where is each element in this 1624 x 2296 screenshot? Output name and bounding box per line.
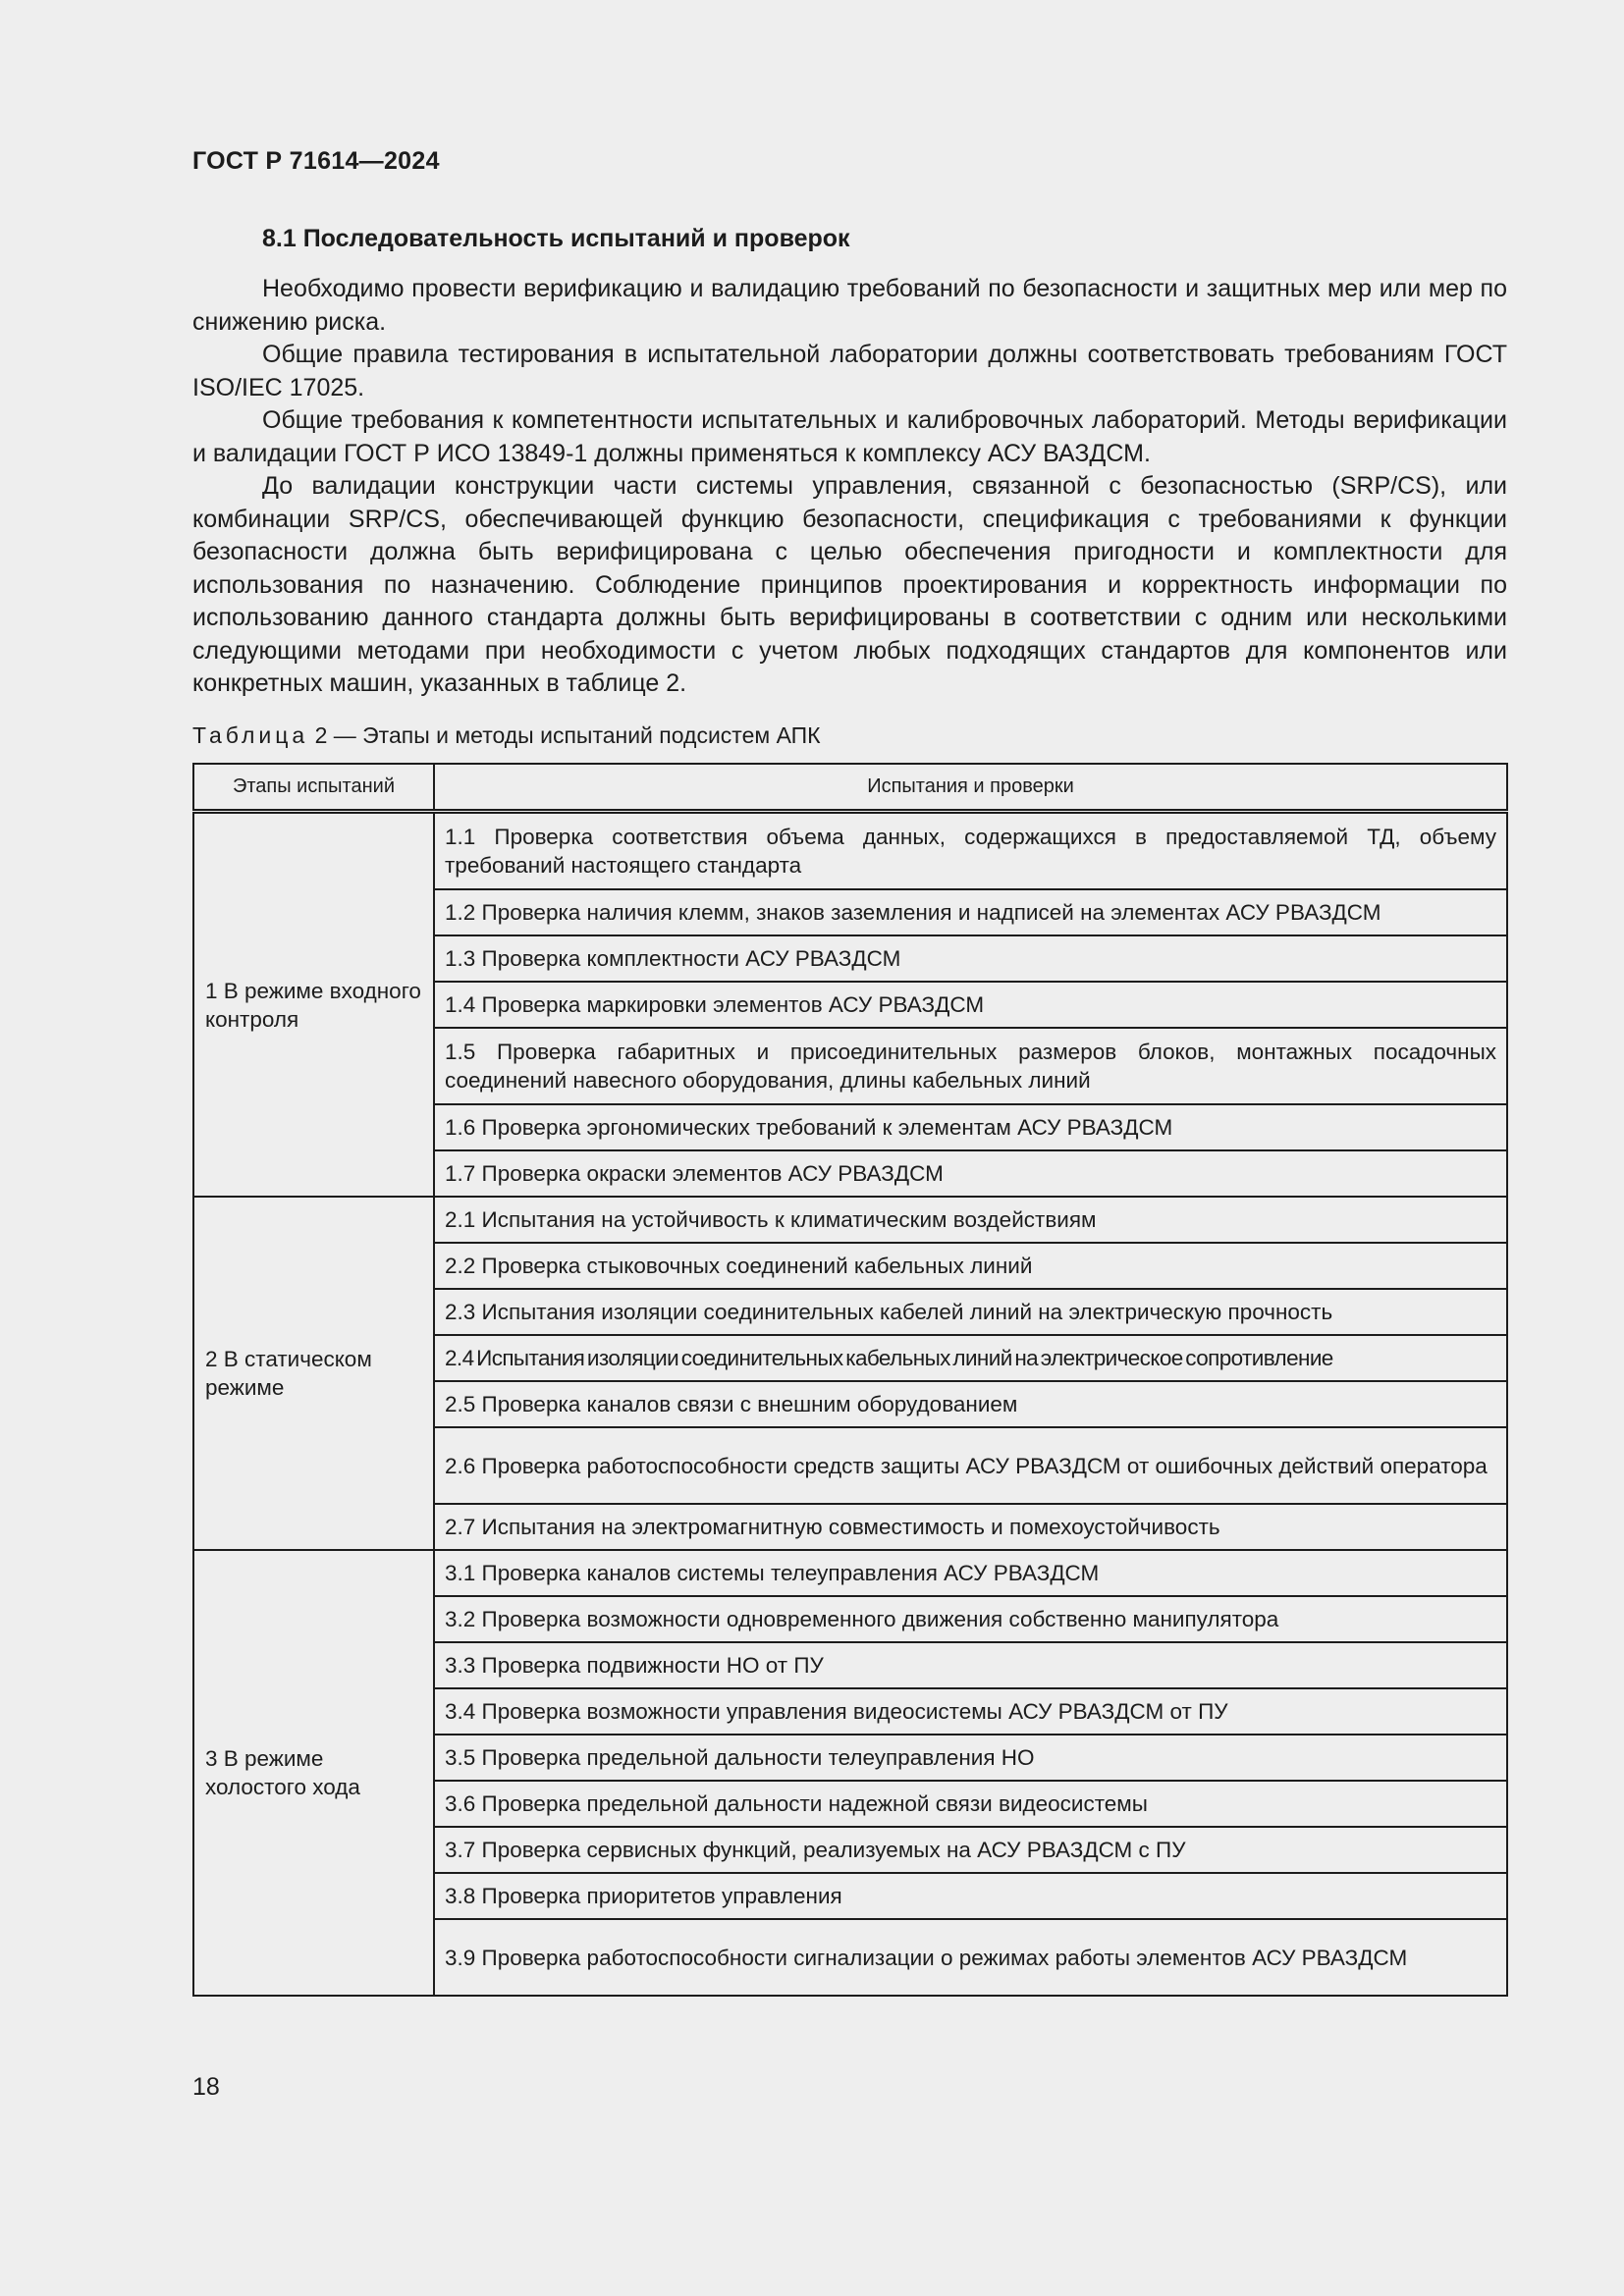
check-cell: 1.1 Проверка соответствия объема данных, содержащихся в предоставляемой ТД, объему требований настоящего стандарта xyxy=(434,812,1507,890)
check-cell: 1.2 Проверка наличия клемм, знаков заземления и надписей на элементах АСУ РВАЗДСМ xyxy=(434,889,1507,935)
stage-cell: 2 В статическом режиме xyxy=(193,1197,434,1550)
table-caption-label: Таблица xyxy=(192,722,309,748)
column-header-stages: Этапы испытаний xyxy=(193,764,434,812)
check-cell: 3.3 Проверка подвижности НО от ПУ xyxy=(434,1642,1507,1688)
paragraph: Общие требования к компетентности испытательных и калибровочных лабораторий. Методы верификации и валидации ГОСТ Р ИСО 13849-1 должны применяться к комплексу АСУ ВАЗДСМ. xyxy=(192,406,1507,467)
column-header-checks: Испытания и проверки xyxy=(434,764,1507,812)
body-text xyxy=(192,273,1507,701)
check-cell: 3.2 Проверка возможности одновременного движения собственно манипулятора xyxy=(434,1596,1507,1642)
document-header: ГОСТ Р 71614—2024 xyxy=(192,147,440,175)
table-header-row xyxy=(193,764,1507,812)
check-cell: 1.5 Проверка габаритных и присоединительных размеров блоков, монтажных посадочных соединений навесного оборудования, длины кабельных линий xyxy=(434,1028,1507,1104)
tests-table xyxy=(192,763,1508,1997)
check-cell: 2.6 Проверка работоспособности средств защиты АСУ РВАЗДСМ от ошибочных действий оператора xyxy=(434,1427,1507,1504)
check-cell: 3.6 Проверка предельной дальности надежной связи видеосистемы xyxy=(434,1781,1507,1827)
stage-cell: 1 В режиме входного контроля xyxy=(193,812,434,1198)
check-cell: 1.6 Проверка эргономических требований к элементам АСУ РВАЗДСМ xyxy=(434,1104,1507,1150)
check-cell: 3.1 Проверка каналов системы телеуправления АСУ РВАЗДСМ xyxy=(434,1550,1507,1596)
check-cell: 3.8 Проверка приоритетов управления xyxy=(434,1873,1507,1919)
section-title: 8.1 Последовательность испытаний и проверок xyxy=(262,225,850,252)
check-cell: 2.5 Проверка каналов связи с внешним оборудованием xyxy=(434,1381,1507,1427)
table-caption xyxy=(192,722,821,749)
check-cell: 1.7 Проверка окраски элементов АСУ РВАЗДСМ xyxy=(434,1150,1507,1197)
table-row xyxy=(193,1197,1507,1243)
check-cell: 2.2 Проверка стыковочных соединений кабельных линий xyxy=(434,1243,1507,1289)
table-row xyxy=(193,1550,1507,1596)
table-caption-text: 2 — Этапы и методы испытаний подсистем АПК xyxy=(308,722,821,748)
check-cell: 2.3 Испытания изоляции соединительных кабелей линий на электрическую прочность xyxy=(434,1289,1507,1335)
page-number: 18 xyxy=(192,2073,220,2101)
table-row xyxy=(193,812,1507,890)
check-cell: 1.4 Проверка маркировки элементов АСУ РВАЗДСМ xyxy=(434,982,1507,1028)
check-cell: 3.5 Проверка предельной дальности телеуправления НО xyxy=(434,1735,1507,1781)
check-cell: 3.9 Проверка работоспособности сигнализации о режимах работы элементов АСУ РВАЗДСМ xyxy=(434,1919,1507,1996)
paragraph: До валидации конструкции части системы управления, связанной с безопасностью (SRP/CS), или комбинации SRP/CS, обеспечивающей функцию безопасности, спецификация с требованиями к функции безопасности должна быть верифицирована с целью обеспечения пригодности и комплектности для использования по назначению. Соблюдение принципов проектирования и корректность информации по использованию данного стандарта должны быть верифицированы в соответствии с одним или несколькими следующими методами при необходимости с учетом любых подходящих стандартов для компонентов или конкретных машин, указанных в таблице 2. xyxy=(192,472,1507,697)
paragraph: Общие правила тестирования в испытательной лаборатории должны соответствовать требованиям ГОСТ ISO/IEC 17025. xyxy=(192,341,1507,401)
check-cell: 2.1 Испытания на устойчивость к климатическим воздействиям xyxy=(434,1197,1507,1243)
table-container xyxy=(192,763,1508,1997)
paragraph: Необходимо провести верификацию и валидацию требований по безопасности и защитных мер или мер по снижению риска. xyxy=(192,275,1507,336)
check-cell: 3.7 Проверка сервисных функций, реализуемых на АСУ РВАЗДСМ с ПУ xyxy=(434,1827,1507,1873)
check-cell: 3.4 Проверка возможности управления видеосистемы АСУ РВАЗДСМ от ПУ xyxy=(434,1688,1507,1735)
stage-cell: 3 В режиме холостого хода xyxy=(193,1550,434,1996)
check-cell: 2.4 Испытания изоляции соединительных кабельных линий на электрическое сопротивление xyxy=(434,1335,1507,1381)
check-cell: 2.7 Испытания на электромагнитную совместимость и помехоустойчивость xyxy=(434,1504,1507,1550)
check-cell: 1.3 Проверка комплектности АСУ РВАЗДСМ xyxy=(434,935,1507,982)
